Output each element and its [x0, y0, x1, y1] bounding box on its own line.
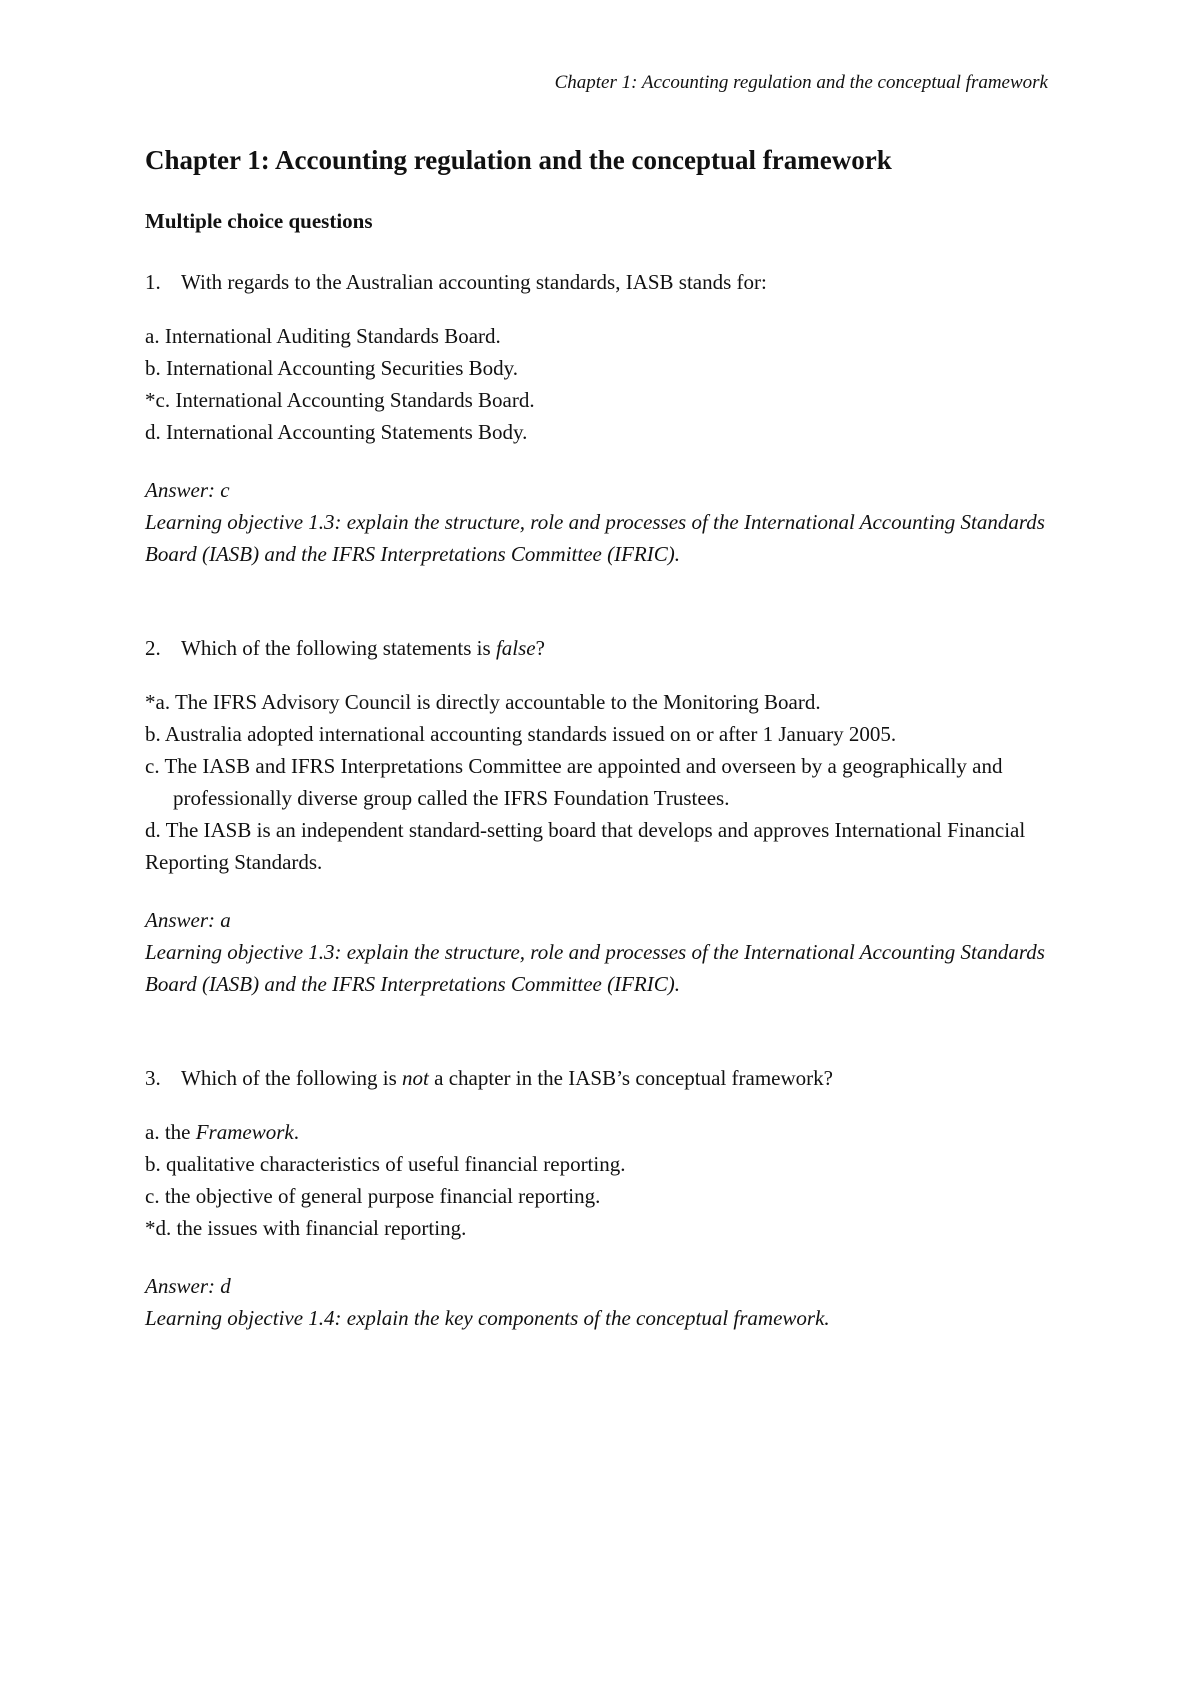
answer: Answer: a: [145, 908, 231, 932]
option-d: *d. the issues with financial reporting.: [145, 1216, 467, 1240]
question-emphasis: not: [402, 1066, 429, 1090]
option-a: [145, 1116, 1045, 1148]
option-a: *a. The IFRS Advisory Council is directly accountable to the Monitoring Board.: [145, 690, 821, 714]
option-a: a. International Auditing Standards Board.: [145, 324, 501, 348]
chapter-title: Chapter 1: Accounting regulation and the conceptual framework: [145, 145, 892, 175]
option-d: d. The IASB is an independent standard-setting board that develops and approves International Financial Reporting Standards.: [145, 818, 1026, 874]
question-text: With regards to the Australian accounting standards, IASB stands for:: [181, 270, 767, 294]
option-list: [145, 1116, 1045, 1244]
question-block-3: [145, 1064, 1045, 1334]
option-a-text: a. the: [145, 1120, 196, 1144]
running-header: Chapter 1: Accounting regulation and the conceptual framework: [554, 72, 1048, 93]
question-text: Which of the following statements is: [181, 636, 496, 660]
question-text: Which of the following is: [181, 1066, 403, 1090]
learning-objective: Learning objective 1.3: explain the structure, role and processes of the International Accounting Standards Board (IASB) and the IFRS Interpretations Committee (IFRIC).: [145, 940, 1045, 996]
option-d: d. International Accounting Statements Body.: [145, 420, 528, 444]
question-text-end: a chapter in the IASB’s conceptual framework?: [428, 1066, 833, 1090]
question-block-2: [145, 634, 1045, 1000]
question-number: 3.: [145, 1066, 161, 1090]
option-c: c. The IASB and IFRS Interpretations Committee are appointed and overseen by a geographically and professionally diverse group called the IFRS Foundation Trustees.: [145, 754, 1003, 810]
option-b: b. Australia adopted international accounting standards issued on or after 1 January 2005.: [145, 722, 897, 746]
option-list: [145, 320, 1045, 448]
option-a-emphasis: Framework: [195, 1120, 294, 1144]
question-number: 2.: [145, 636, 161, 660]
learning-objective: Learning objective 1.3: explain the structure, role and processes of the International Accounting Standards Board (IASB) and the IFRS Interpretations Committee (IFRIC).: [145, 510, 1045, 566]
option-list: [145, 686, 1045, 878]
option-a-end: .: [293, 1120, 299, 1144]
question-text-end: ?: [535, 636, 545, 660]
answer: Answer: d: [145, 1274, 231, 1298]
section-title: Multiple choice questions: [145, 209, 373, 233]
question-3: [145, 1064, 1045, 1092]
question-emphasis: false: [495, 636, 536, 660]
option-b: b. International Accounting Securities Body.: [145, 356, 519, 380]
question-1: [145, 268, 1045, 296]
learning-objective: Learning objective 1.4: explain the key components of the conceptual framework.: [145, 1306, 830, 1330]
question-2: [145, 634, 1045, 662]
option-c: *c. International Accounting Standards Board.: [145, 388, 535, 412]
question-number: 1.: [145, 270, 161, 294]
option-c: c. the objective of general purpose financial reporting.: [145, 1184, 601, 1208]
option-b: b. qualitative characteristics of useful financial reporting.: [145, 1152, 626, 1176]
answer: Answer: c: [145, 478, 230, 502]
page-content: [145, 143, 1045, 1334]
question-block-1: [145, 268, 1045, 570]
